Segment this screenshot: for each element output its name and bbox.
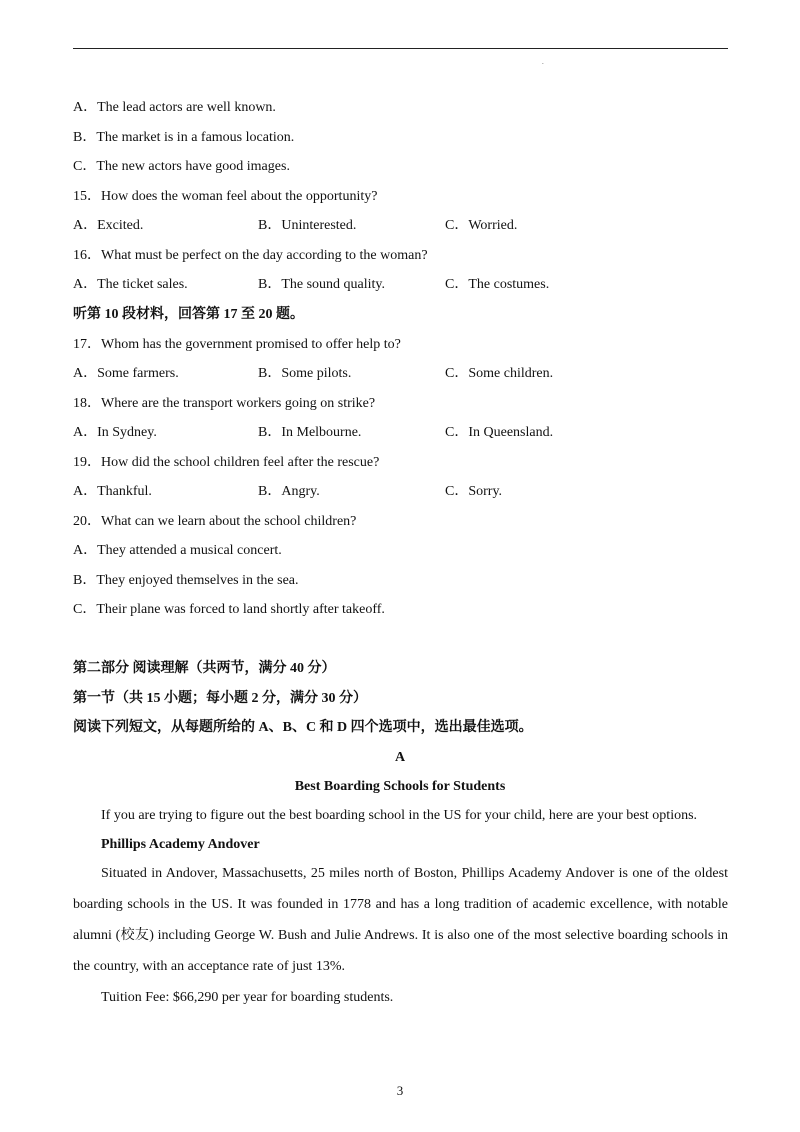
tuition-fee: Tuition Fee: $66,290 per year for boarding students. <box>101 990 394 1005</box>
q17-stem: 17．Whom has the government promised to offer help to? <box>73 337 401 352</box>
q18-option-c: C．In Queensland. <box>445 425 554 440</box>
part2-instruction: 阅读下列短文，从每题所给的 A、B、C 和 D 四个选项中，选出最佳选项。 <box>73 720 533 735</box>
section10-instruction: 听第 10 段材料，回答第 17 至 20 题。 <box>73 307 304 322</box>
page-number: 3 <box>396 1083 404 1098</box>
q19-option-c: C．Sorry. <box>445 484 503 499</box>
q20-option-c: C．Their plane was forced to land shortly after takeoff. <box>73 602 385 617</box>
q15-option-a: A．Excited. <box>73 218 144 233</box>
passage-title: Best Boarding Schools for Students <box>294 779 506 794</box>
q18-option-a: A．In Sydney. <box>73 425 157 440</box>
q14-option-a: A．The lead actors are well known. <box>73 100 276 115</box>
q16-option-a: A．The ticket sales. <box>73 277 188 292</box>
q16-option-b: B．The sound quality. <box>258 277 386 292</box>
q20-option-b: B．They enjoyed themselves in the sea. <box>73 573 299 588</box>
header-mark: . <box>542 58 544 66</box>
q15-option-b: B．Uninterested. <box>258 218 357 233</box>
q17-option-a: A．Some farmers. <box>73 366 179 381</box>
passage-body: Situated in Andover, Massachusetts, 25 miles north of Boston, Phillips Academy Andover is one of the oldest boarding schools in the US. It was founded in 1778 and has a long tradition of academic excellence, with notable alumni (校友) including George W. Bush and Julie Andrews. It is also one of the most selective boarding schools in the country, with an acceptance rate of just 13%. <box>73 866 728 974</box>
header-rule <box>73 48 728 49</box>
q14-option-c: C．The new actors have good images. <box>73 159 290 174</box>
q15-stem: 15．How does the woman feel about the opportunity? <box>73 189 378 204</box>
school-name: Phillips Academy Andover <box>101 837 260 852</box>
passage-intro: If you are trying to figure out the best boarding school in the US for your child, here are your best options. <box>101 808 698 823</box>
q19-stem: 19．How did the school children feel after the rescue? <box>73 455 380 470</box>
q17-option-c: C．Some children. <box>445 366 554 381</box>
q17-option-b: B．Some pilots. <box>258 366 352 381</box>
part2-title: 第二部分 阅读理解（共两节，满分 40 分） <box>73 661 336 676</box>
passage-letter: A <box>394 750 406 765</box>
q16-stem: 16．What must be perfect on the day according to the woman? <box>73 248 428 263</box>
part2-section1: 第一节（共 15 小题；每小题 2 分，满分 30 分） <box>73 691 367 706</box>
q20-stem: 20．What can we learn about the school children? <box>73 514 357 529</box>
q19-option-b: B．Angry. <box>258 484 320 499</box>
q18-option-b: B．In Melbourne. <box>258 425 362 440</box>
q16-option-c: C．The costumes. <box>445 277 550 292</box>
q18-stem: 18．Where are the transport workers going on strike? <box>73 396 376 411</box>
q20-option-a: A．They attended a musical concert. <box>73 543 282 558</box>
q19-option-a: A．Thankful. <box>73 484 152 499</box>
q14-option-b: B．The market is in a famous location. <box>73 130 295 145</box>
q15-option-c: C．Worried. <box>445 218 518 233</box>
